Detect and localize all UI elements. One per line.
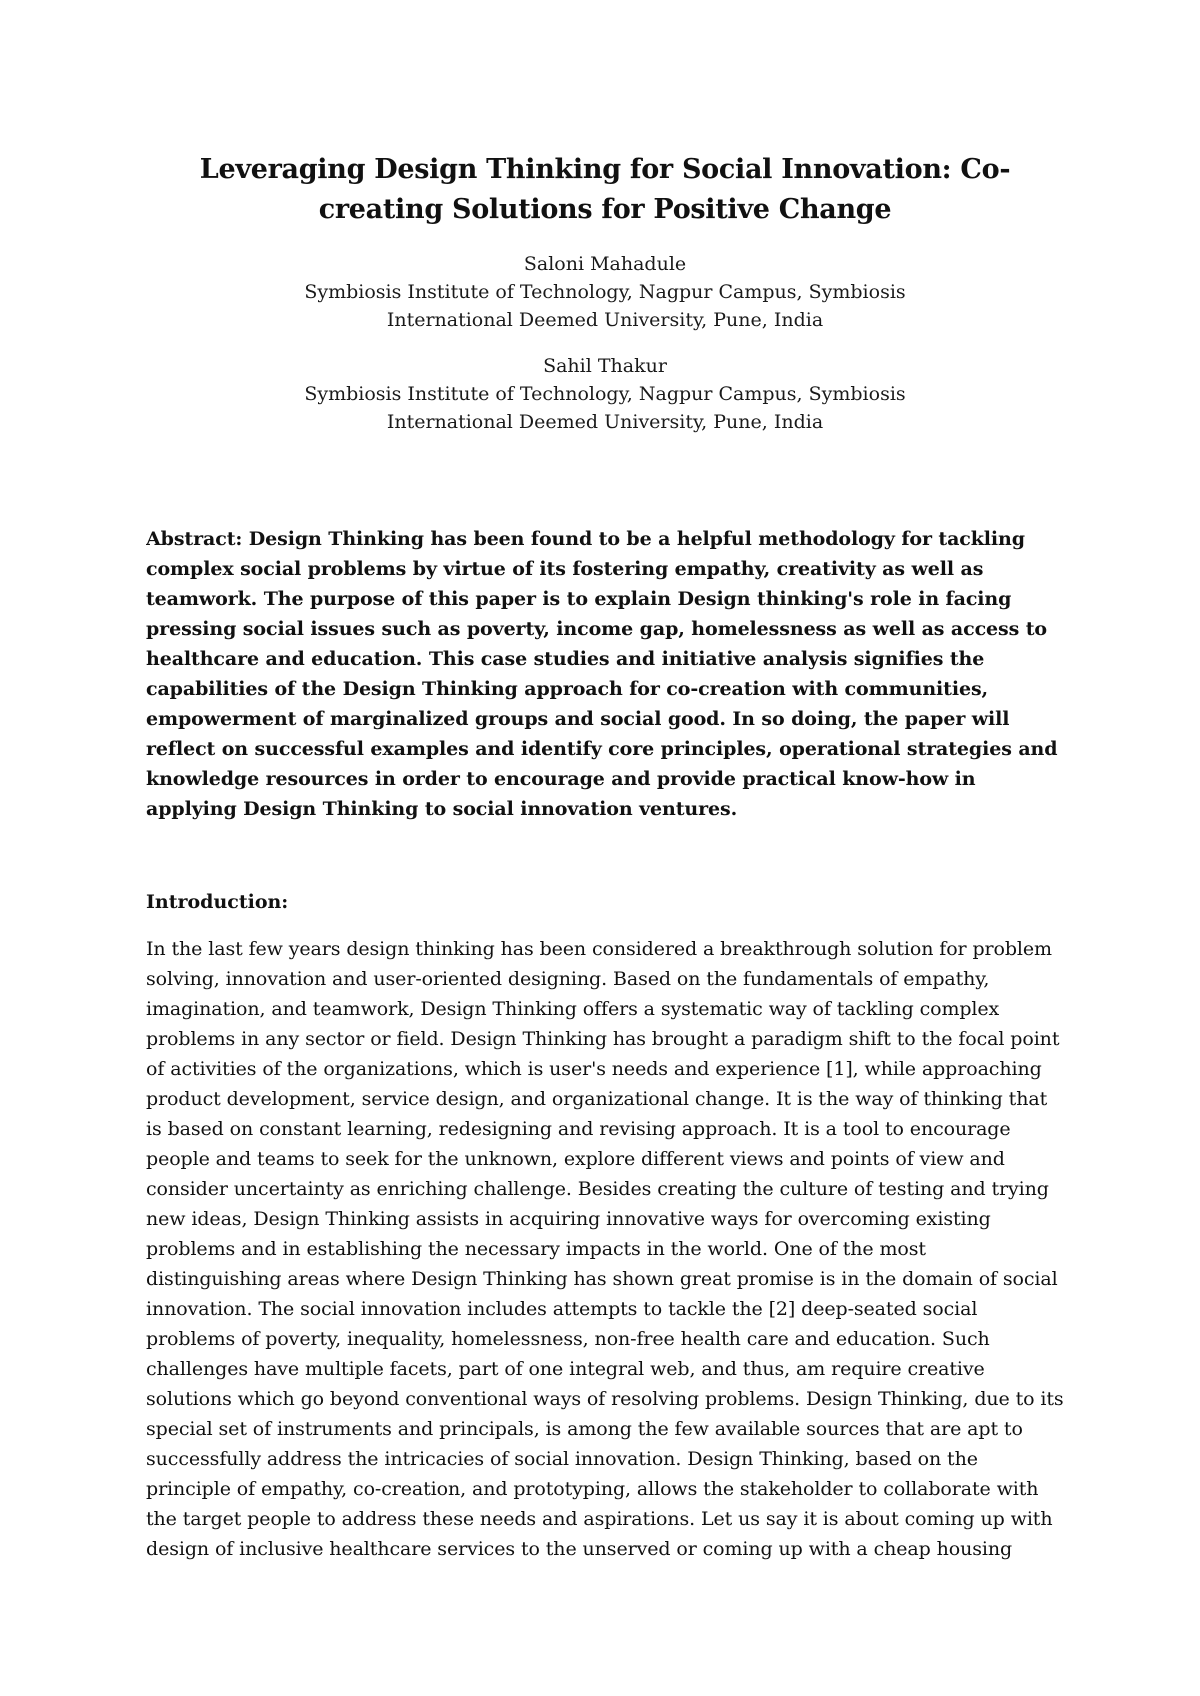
author-block — [146, 352, 1064, 436]
author-name: Saloni Mahadule — [523, 253, 687, 275]
introduction-text: In the last few years design thinking has been considered a breakthrough solution for problem solving, innovation and user-oriented designing. Based on the fundamentals of empathy, imagination, and teamwork, Design Thinking offers a systematic way of tackling complex problems in any sector or field. Design Thinking has brought a paradigm shift to the focal point of activities of the organizations, which is user's needs and experience [1], while approaching product development, service design, and organizational change. It is the way of thinking that is based on constant learning, redesigning and revising approach. It is a tool to encourage people and teams to seek for the unknown, explore different views and points of view and consider uncertainty as enriching challenge. Besides creating the culture of testing and trying new ideas, Design Thinking assists in acquiring innovative ways for overcoming existing problems and in establishing the necessary impacts in the world. One of the most distinguishing areas where Design Thinking has shown great promise is in the domain of social innovation. The social innovation includes attempts to tackle the [2] deep-seated social problems of poverty, inequality, homelessness, non-free health care and education. Such challenges have multiple facets, part of one integral web, and thus, am require creative solutions which go beyond conventional ways of resolving problems. Design Thinking, due to its special set of instruments and principals, is among the few available sources that are apt to successfully address the intricacies of social innovation. Design Thinking, based on the principle of empathy, co-creation, and prototyping, allows the stakeholder to collaborate with the target people to address these needs and aspirations. Let us say it is about coming up with design of inclusive healthcare services to the unserved or coming up with a cheap housing — [146, 938, 1064, 1560]
abstract — [146, 524, 1064, 824]
author-affiliation: International Deemed University, Pune, India — [386, 309, 824, 331]
section-heading-introduction: Introduction: — [146, 891, 289, 913]
paper-page — [146, 150, 1064, 1670]
author-name: Sahil Thakur — [543, 355, 667, 377]
paper-title: Leveraging Design Thinking for Social Innovation: Co-creating Solutions for Positive Change — [199, 154, 1011, 225]
author-affiliation: Symbiosis Institute of Technology, Nagpur Campus, Symbiosis — [304, 383, 906, 405]
author-block — [146, 250, 1064, 334]
abstract-label: Abstract: — [146, 528, 243, 550]
author-affiliation: International Deemed University, Pune, India — [386, 411, 824, 433]
abstract-text: Design Thinking has been found to be a helpful methodology for tackling complex social problems by virtue of its fostering empathy, creativity as well as teamwork. The purpose of this paper is to explain Design thinking's role in facing pressing social issues such as poverty, income gap, homelessness as well as access to healthcare and education. This case studies and initiative analysis signifies the capabilities of the Design Thinking approach for co-creation with communities, empowerment of marginalized groups and social good. In so doing, the paper will reflect on successful examples and identify core principles, operational strategies and knowledge resources in order to encourage and provide practical know-how in applying Design Thinking to social innovation ventures. — [146, 528, 1058, 820]
author-affiliation: Symbiosis Institute of Technology, Nagpur Campus, Symbiosis — [304, 281, 906, 303]
